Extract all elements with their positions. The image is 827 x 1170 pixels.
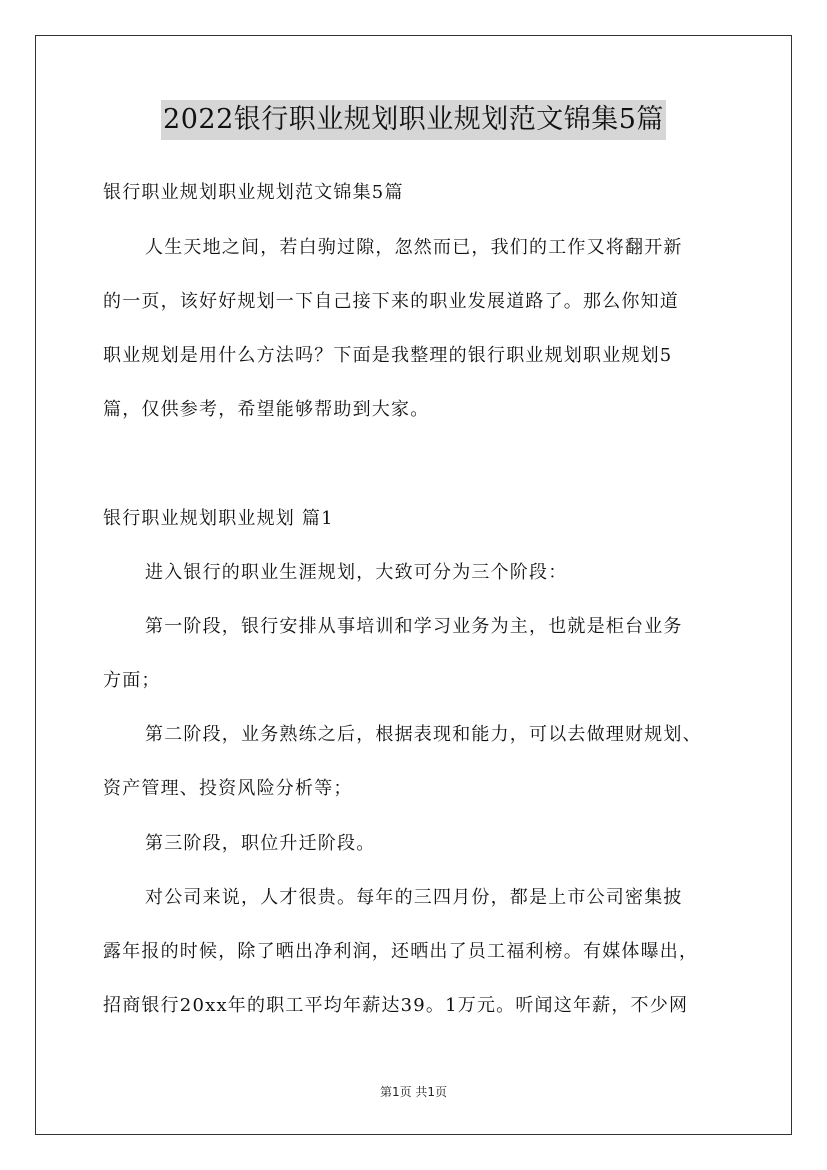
intro-line-4: 篇，仅供参考，希望能够帮助到大家。: [103, 399, 430, 420]
body-line-1: 进入银行的职业生涯规划，大致可分为三个阶段：: [145, 562, 568, 583]
document-title: 2022银行职业规划职业规划范文锦集5篇: [161, 100, 666, 140]
body-line-6: 第三阶段，职位升迁阶段。: [145, 833, 376, 854]
section-heading: 银行职业规划职业规划 篇1: [103, 508, 334, 529]
intro-line-2: 的一页，该好好规划一下自己接下来的职业发展道路了。那么你知道: [103, 291, 679, 312]
body-line-5: 资产管理、投资风险分析等；: [103, 778, 353, 799]
body-line-4: 第二阶段，业务熟练之后，根据表现和能力，可以去做理财规划、: [145, 724, 702, 745]
body-line-2: 第一阶段，银行安排从事培训和学习业务为主，也就是柜台业务: [145, 616, 683, 637]
body-line-9: 招商银行20xx年的职工平均年薪达39。1万元。听闻这年薪，不少网: [103, 995, 689, 1016]
body-line-7: 对公司来说，人才很贵。每年的三四月份，都是上市公司密集披: [145, 887, 683, 908]
document-subtitle: 银行职业规划职业规划范文锦集5篇: [103, 182, 404, 203]
intro-line-1: 人生天地之间，若白驹过隙，忽然而已，我们的工作又将翻开新: [145, 237, 683, 258]
intro-line-3: 职业规划是用什么方法吗？下面是我整理的银行职业规划职业规划5: [103, 345, 673, 366]
body-line-8: 露年报的时候，除了晒出净利润，还晒出了员工福利榜。有媒体曝出，: [103, 941, 699, 962]
body-line-3: 方面；: [103, 670, 161, 691]
page-footer: 第1页 共1页: [379, 1085, 448, 1099]
title-wrapper: [0, 100, 827, 140]
